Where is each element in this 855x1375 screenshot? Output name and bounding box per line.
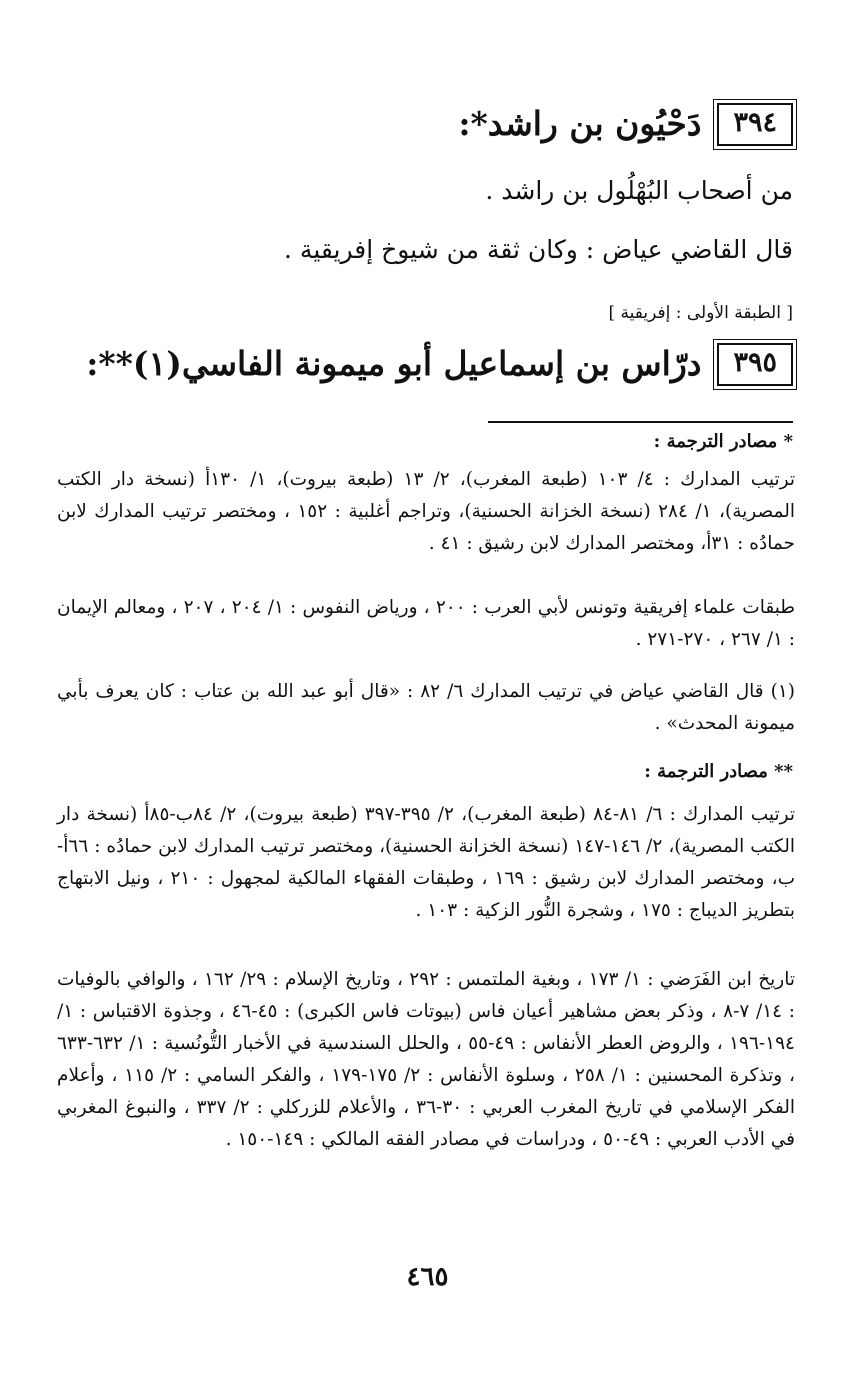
sources-heading-1: * مصادر الترجمة : (653, 431, 793, 452)
page-number: ٤٦٥ (406, 1262, 449, 1292)
tier-note: [ الطبقة الأولى : إفريقية ] (608, 303, 793, 323)
footnote-separator (488, 421, 793, 423)
sources-2-paragraph-2: تاريخ ابن الفَرَضي : ١/ ١٧٣ ، وبغية الملتمس : ٢٩٢ ، وتاريخ الإسلام : ٢٩/ ١٦٢ ، والوافي بالوفيات : ١٤/ ٧-٨ ، وذكر بعض مشاهير أعيان فاس (بيوتات فاس الكبرى) : ٤٥-٤٦ ، وجذوة الاقتباس : ١/ ١٩٤-١٩٦ ، والروض العطر الأنفاس : ٤٩-٥٥ ، والحلل السندسية في الأخبار التُّونُسية : ١/ ٦٣٢-٦٣٣ ، وتذكرة المحسنين : ١/ ٢٥٨ ، وسلوة الأنفاس : ٢/ ١٧٥-١٧٩ ، والفكر السامي : ٢/ ١١٥ ، وأعلام الفكر الإسلامي في تاريخ المغرب العربي : ٣٠-٣٦ ، والأعلام للزركلي : ٢/ ٣٣٧ ، والنبوغ المغربي في الأدب العربي : ٤٩-٥٠ ، ودراسات في مصادر الفقه المالكي : ١٤٩-١٥٠ . (57, 969, 796, 1150)
entry-number-box: ٣٩٥ (717, 343, 793, 385)
entry-394-heading (458, 103, 793, 146)
entry-394-line-1: من أصحاب البُهْلُول بن راشد . (485, 176, 793, 205)
sources-heading-2: ** مصادر الترجمة : (644, 761, 793, 782)
entry-name: درّاس بن إسماعيل أبو ميمونة الفاسي(١)**: (86, 344, 702, 383)
entry-name: دَحْيُون بن راشد*: (458, 104, 702, 143)
sources-1-paragraph-1: ترتيب المدارك : ٤/ ١٠٣ (طبعة المغرب)، ٢/ ١٣ (طبعة بيروت)، ١/ ١٣٠أ (نسخة دار الكتب المصرية)، ١/ ٢٨٤ (نسخة الخزانة الحسنية)، وتراجم أغلبية : ١٥٢ ، ومختصر ترتيب المدارك لابن حمادُه : ٣١أ، ومختصر المدارك لابن رشيق : ٤١ . (57, 469, 795, 554)
entry-394-line-2: قال القاضي عياض : وكان ثقة من شيوخ إفريقية . (284, 235, 793, 264)
sources-1-paragraph-2: طبقات علماء إفريقية وتونس لأبي العرب : ٢٠٠ ، ورياض النفوس : ١/ ٢٠٤ ، ٢٠٧ ، ومعالم الإيمان : ١/ ٢٦٧ ، ٢٧٠-٢٧١ . (57, 597, 795, 650)
entry-395-heading (86, 343, 793, 386)
footnote-1: (١) قال القاضي عياض في ترتيب المدارك ٦/ ٨٢ : «قال أبو عبد الله بن عتاب : كان يعرف بأبي ميمونة المحدث» . (57, 681, 795, 734)
sources-2-paragraph-1: ترتيب المدارك : ٦/ ٨١-٨٤ (طبعة المغرب)، ٢/ ٣٩٥-٣٩٧ (طبعة بيروت)، ٢/ ٨٤ب-٨٥أ (نسخة دار الكتب المصرية)، ٢/ ١٤٦-١٤٧ (نسخة الخزانة الحسنية)، ومختصر ترتيب المدارك لابن حمادُه : ٦٦أ-ب، ومختصر المدارك لابن رشيق : ١٦٩ ، وطبقات الفقهاء المالكية لمجهول : ٢١٠ ، ونيل الابتهاج بتطريز الديباج : ١٧٥ ، وشجرة النُّور الزكية : ١٠٣ . (57, 804, 795, 921)
entry-number-box: ٣٩٤ (717, 103, 793, 145)
